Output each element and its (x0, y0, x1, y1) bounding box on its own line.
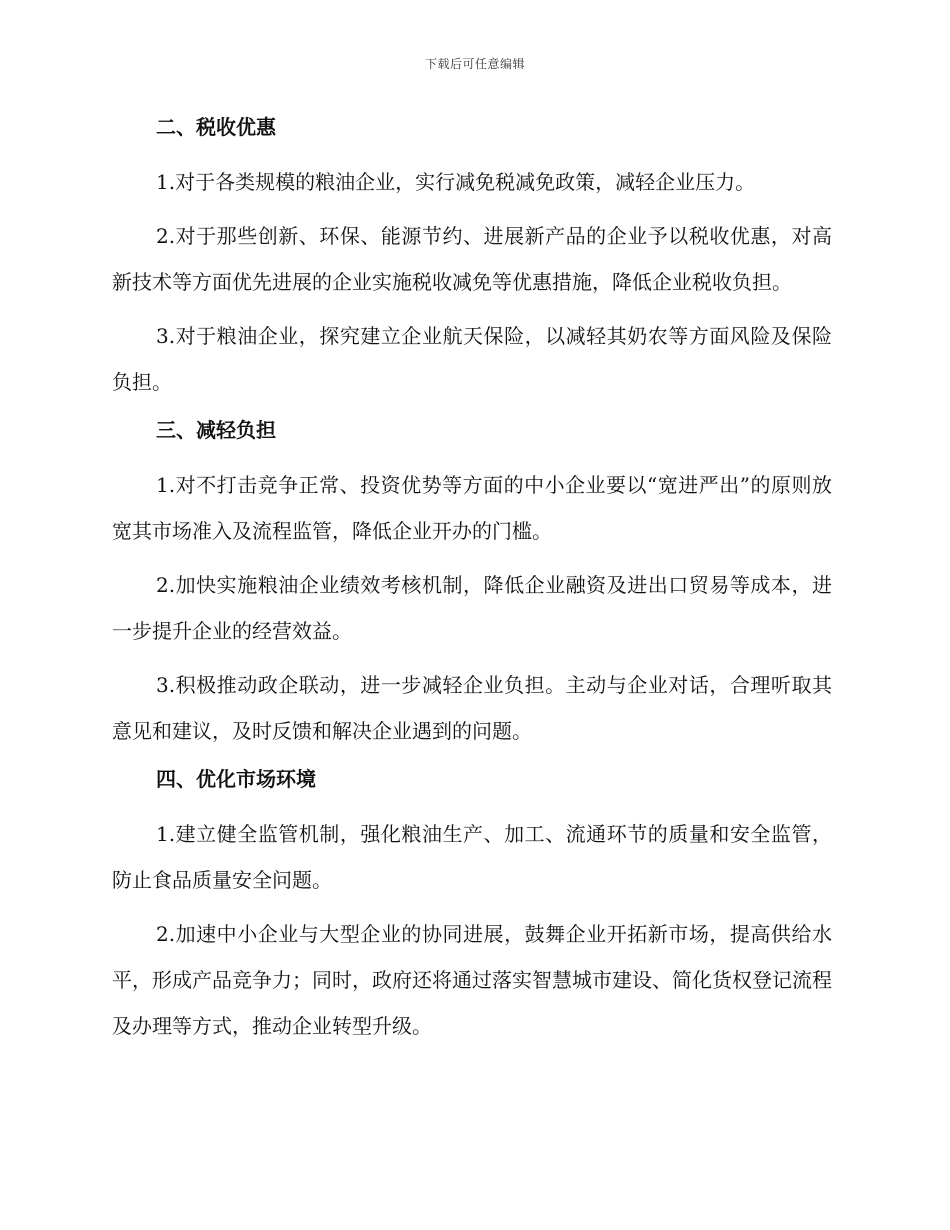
paragraph: 3.积极推动政企联动，进一步减轻企业负担。主动与企业对话，合理听取其意见和建议，及时反馈和解决企业遇到的问题。 (112, 673, 832, 743)
section-heading: 二、税收优惠 (156, 115, 276, 139)
paragraph: 1.对不打击竞争正常、投资优势等方面的中小企业要以“宽进严出”的原则放宽其市场准入及流程监管，降低企业开办的门槛。 (112, 473, 832, 543)
section-tax-incentives (112, 110, 832, 405)
paragraph: 3.对于粮油企业，探究建立企业航天保险，以减轻其奶农等方面风险及保险负担。 (112, 324, 832, 394)
paragraph: 1.建立健全监管机制，强化粮油生产、加工、流通环节的质量和安全监管，防止食品质量安全问题。 (112, 822, 832, 892)
paragraph: 2.对于那些创新、环保、能源节约、进展新产品的企业予以税收优惠，对高新技术等方面优先进展的企业实施税收减免等优惠措施，降低企业税收负担。 (112, 224, 832, 294)
section-heading: 三、减轻负担 (156, 418, 276, 442)
page-header: 下载后可任意编辑 (424, 57, 525, 71)
document-body (112, 110, 832, 1049)
paragraph: 2.加速中小企业与大型企业的协同进展，鼓舞企业开拓新市场，提高供给水平，形成产品竞争力；同时，政府还将通过落实智慧城市建设、简化货权登记流程及办理等方式，推动企业转型升级。 (112, 922, 832, 1038)
section-optimize-market (112, 762, 832, 1049)
section-heading: 四、优化市场环境 (156, 767, 316, 791)
paragraph: 2.加快实施粮油企业绩效考核机制，降低企业融资及进出口贸易等成本，进一步提升企业的经营效益。 (112, 573, 832, 643)
paragraph: 1.对于各类规模的粮油企业，实行减免税减免政策，减轻企业压力。 (156, 170, 756, 194)
section-reduce-burden (112, 413, 832, 754)
